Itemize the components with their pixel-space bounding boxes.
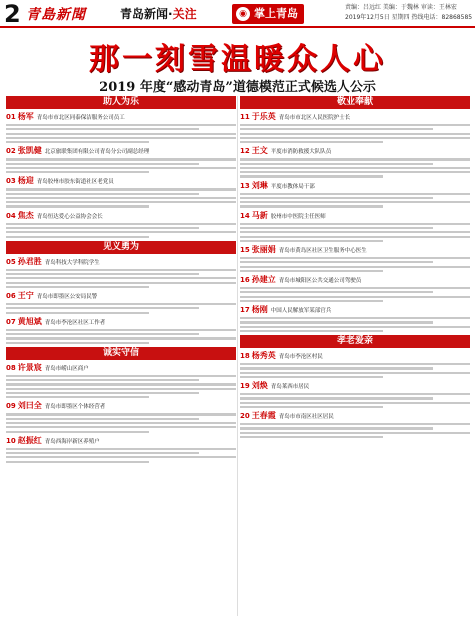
text-line bbox=[6, 383, 236, 385]
text-line bbox=[240, 193, 470, 195]
text-line bbox=[6, 269, 236, 271]
text-line bbox=[6, 282, 236, 284]
text-line bbox=[240, 432, 470, 434]
candidate-entry bbox=[6, 146, 236, 173]
candidate-entry bbox=[240, 146, 470, 177]
text-line bbox=[6, 312, 149, 314]
candidate-affiliation: 北京旅联集团有限公司青岛分公司副总经理 bbox=[44, 149, 150, 156]
candidate-name: 刘焕 bbox=[251, 381, 268, 391]
text-line bbox=[240, 141, 383, 143]
candidate-header bbox=[240, 146, 470, 157]
candidate-number: 19 bbox=[240, 382, 250, 391]
candidate-story-text bbox=[6, 124, 236, 143]
text-line bbox=[6, 413, 236, 415]
candidate-number: 15 bbox=[240, 245, 250, 254]
text-line bbox=[240, 163, 433, 165]
text-line bbox=[6, 188, 236, 190]
text-line bbox=[6, 167, 236, 169]
text-line bbox=[240, 124, 470, 126]
text-line bbox=[6, 193, 199, 195]
text-line bbox=[240, 128, 433, 130]
candidate-header bbox=[240, 381, 470, 392]
text-line bbox=[240, 317, 470, 319]
candidate-name: 孙君胜 bbox=[17, 256, 42, 266]
candidate-affiliation: 青岛莱西市居民 bbox=[270, 384, 310, 391]
candidate-entry bbox=[6, 291, 236, 314]
text-line bbox=[240, 436, 383, 438]
candidate-number: 03 bbox=[6, 177, 16, 186]
candidate-entry bbox=[6, 112, 236, 143]
candidate-affiliation: 青岛市崂山区商户 bbox=[44, 365, 89, 372]
candidate-entry bbox=[240, 411, 470, 438]
candidate-number: 08 bbox=[6, 363, 16, 372]
candidate-affiliation: 平度市教体局干部 bbox=[270, 183, 315, 190]
candidate-number: 17 bbox=[240, 306, 250, 315]
candidate-header bbox=[6, 436, 236, 447]
text-line bbox=[6, 286, 149, 288]
text-line bbox=[240, 296, 470, 298]
text-line bbox=[6, 392, 199, 394]
candidate-header bbox=[240, 181, 470, 192]
candidate-entry bbox=[6, 176, 236, 207]
candidate-affiliation: 青岛恒达爱心公益协会会长 bbox=[36, 213, 103, 220]
app-badge bbox=[232, 4, 304, 24]
candidate-header bbox=[6, 211, 236, 222]
candidate-header bbox=[240, 351, 470, 362]
candidate-header bbox=[6, 112, 236, 123]
text-line bbox=[6, 431, 149, 433]
candidate-number: 07 bbox=[6, 317, 16, 326]
editor-line: 责编：吕远红 美编：于魏林 审读：王林宏 bbox=[345, 4, 457, 11]
text-line bbox=[240, 363, 470, 365]
text-line bbox=[6, 396, 149, 398]
candidate-entry bbox=[6, 436, 236, 463]
candidate-number: 14 bbox=[240, 211, 250, 220]
candidate-header bbox=[240, 112, 470, 123]
candidate-entry bbox=[6, 401, 236, 432]
candidate-number: 18 bbox=[240, 352, 250, 361]
text-line bbox=[6, 388, 236, 390]
text-line bbox=[6, 163, 199, 165]
candidate-entry bbox=[240, 211, 470, 242]
candidate-header bbox=[240, 245, 470, 256]
section-band: 孝老爱亲 bbox=[240, 335, 470, 348]
text-line bbox=[6, 375, 236, 377]
text-line bbox=[240, 376, 383, 378]
paper-logo: 青島新聞 bbox=[26, 7, 86, 23]
candidate-header bbox=[240, 305, 470, 316]
candidate-story-text bbox=[240, 124, 470, 143]
candidate-story-text bbox=[240, 193, 470, 208]
candidate-number: 05 bbox=[6, 257, 16, 266]
candidate-name: 刘曰全 bbox=[17, 401, 42, 411]
text-line bbox=[6, 277, 236, 279]
text-line bbox=[240, 231, 470, 233]
text-line bbox=[240, 393, 470, 395]
text-line bbox=[6, 452, 199, 454]
text-line bbox=[6, 448, 236, 450]
candidate-affiliation: 青岛胶州市胶东街道社区老党员 bbox=[36, 179, 114, 186]
candidate-entry bbox=[6, 317, 236, 344]
candidate-number: 02 bbox=[6, 147, 16, 156]
text-line bbox=[6, 303, 236, 305]
candidate-story-text bbox=[240, 287, 470, 302]
section-band: 见义勇为 bbox=[6, 241, 236, 254]
masthead-credits bbox=[345, 3, 472, 23]
candidate-name: 张凯健 bbox=[17, 146, 42, 156]
candidate-number: 16 bbox=[240, 276, 250, 284]
candidate-name: 杨刚 bbox=[251, 305, 268, 315]
text-line bbox=[6, 137, 236, 139]
right-column bbox=[240, 96, 470, 441]
candidate-entry bbox=[6, 363, 236, 399]
candidate-header bbox=[6, 176, 236, 187]
candidate-story-text bbox=[6, 329, 236, 344]
text-line bbox=[240, 175, 383, 177]
candidate-story-text bbox=[6, 303, 236, 314]
candidate-entry bbox=[240, 351, 470, 378]
text-line bbox=[6, 227, 199, 229]
text-line bbox=[240, 330, 383, 332]
text-line bbox=[6, 141, 149, 143]
text-line bbox=[240, 300, 383, 302]
candidate-header bbox=[6, 363, 236, 374]
candidate-affiliation: 胶州市中医院主任医师 bbox=[270, 213, 326, 220]
section-title bbox=[120, 5, 197, 22]
candidate-number: 01 bbox=[6, 113, 16, 121]
candidate-story-text bbox=[240, 158, 470, 177]
candidate-name: 王文 bbox=[251, 146, 268, 156]
text-line bbox=[240, 402, 470, 404]
candidate-story-text bbox=[6, 158, 236, 173]
text-line bbox=[240, 423, 470, 425]
section-band: 敬业奉献 bbox=[240, 96, 470, 109]
text-line bbox=[240, 223, 470, 225]
text-line bbox=[6, 197, 236, 199]
candidate-story-text bbox=[6, 448, 236, 463]
candidate-affiliation: 青岛市市北区同泰保洁服务公司员工 bbox=[36, 115, 125, 121]
candidate-entry bbox=[240, 381, 470, 408]
candidate-affiliation: 青岛市李沧区社区工作者 bbox=[44, 319, 106, 326]
text-line bbox=[6, 171, 149, 173]
candidate-number: 10 bbox=[6, 436, 16, 445]
page-number: 2 bbox=[4, 0, 21, 28]
text-line bbox=[6, 158, 236, 160]
candidate-name: 马新 bbox=[251, 210, 268, 220]
candidate-affiliation: 中国人民解放军某部官兵 bbox=[270, 308, 332, 315]
candidate-entry bbox=[240, 305, 470, 332]
text-line bbox=[6, 124, 236, 126]
candidate-name: 孙建立 bbox=[251, 275, 276, 284]
candidate-story-text bbox=[240, 363, 470, 378]
text-line bbox=[240, 205, 383, 207]
candidate-story-text bbox=[240, 393, 470, 408]
text-line bbox=[240, 137, 470, 139]
candidate-affiliation: 平度市消防救援大队队员 bbox=[270, 149, 332, 156]
text-line bbox=[240, 326, 470, 328]
text-line bbox=[6, 426, 236, 428]
text-line bbox=[6, 418, 199, 420]
candidate-name: 刘琳 bbox=[251, 180, 268, 190]
candidate-name: 杨军 bbox=[17, 112, 34, 121]
text-line bbox=[6, 223, 236, 225]
text-line bbox=[240, 266, 470, 268]
text-line bbox=[6, 342, 149, 344]
candidate-story-text bbox=[6, 223, 236, 238]
text-line bbox=[6, 273, 199, 275]
text-line bbox=[240, 291, 433, 293]
candidate-affiliation: 青岛市市南区社区居民 bbox=[278, 414, 334, 421]
candidate-story-text bbox=[6, 375, 236, 399]
candidate-affiliation: 青岛市即墨区个体经营者 bbox=[44, 404, 106, 411]
text-line bbox=[240, 197, 433, 199]
candidate-number: 04 bbox=[6, 211, 16, 220]
text-line bbox=[240, 133, 470, 135]
text-line bbox=[240, 240, 383, 242]
candidate-affiliation: 青岛市即墨区公安局民警 bbox=[36, 294, 98, 300]
text-line bbox=[6, 133, 236, 135]
candidate-name: 杨迎 bbox=[17, 176, 34, 186]
date-line: 2019年12月5日 星期四 热线电话：82868585 bbox=[345, 14, 473, 21]
text-line bbox=[240, 257, 470, 259]
text-line bbox=[6, 422, 236, 424]
candidate-entry bbox=[240, 112, 470, 143]
text-line bbox=[6, 337, 236, 339]
candidate-header bbox=[6, 146, 236, 157]
candidate-header bbox=[240, 411, 470, 422]
candidate-number: 12 bbox=[240, 147, 250, 156]
text-line bbox=[240, 427, 433, 429]
candidate-entry bbox=[6, 211, 236, 238]
text-line bbox=[240, 321, 433, 323]
app-logo-icon: ◉ bbox=[236, 7, 250, 21]
text-line bbox=[6, 461, 149, 463]
text-line bbox=[6, 456, 236, 458]
app-name: 掌上青岛 bbox=[254, 7, 298, 20]
section-band: 助人为乐 bbox=[6, 96, 236, 109]
section-name: 关注 bbox=[172, 7, 197, 21]
candidate-header bbox=[240, 275, 470, 286]
text-line bbox=[6, 201, 236, 203]
text-line bbox=[240, 236, 470, 238]
candidate-entry bbox=[240, 245, 470, 272]
candidate-affiliation: 青岛市城阳区公共交通公司驾驶员 bbox=[278, 278, 362, 284]
text-line bbox=[240, 367, 433, 369]
candidate-header bbox=[6, 291, 236, 302]
candidate-affiliation: 青岛科技大学科院学生 bbox=[44, 259, 100, 266]
candidate-number: 11 bbox=[240, 113, 250, 121]
candidate-affiliation: 青岛市黄岛区社区卫生服务中心医生 bbox=[278, 247, 367, 254]
candidate-name: 黄旭斌 bbox=[17, 316, 42, 326]
masthead bbox=[0, 0, 475, 28]
text-line bbox=[6, 128, 199, 130]
text-line bbox=[240, 167, 470, 169]
text-line bbox=[6, 333, 199, 335]
candidate-entry bbox=[6, 257, 236, 288]
candidate-story-text bbox=[240, 317, 470, 332]
column-divider bbox=[237, 96, 238, 616]
candidate-name: 焦杰 bbox=[17, 210, 34, 220]
text-line bbox=[6, 205, 149, 207]
text-line bbox=[240, 227, 433, 229]
candidate-number: 20 bbox=[240, 412, 250, 421]
candidate-header bbox=[6, 257, 236, 268]
candidate-story-text bbox=[6, 269, 236, 288]
candidate-number: 13 bbox=[240, 181, 250, 190]
candidate-number: 06 bbox=[6, 292, 16, 300]
candidate-header bbox=[240, 211, 470, 222]
candidate-name: 杨秀英 bbox=[251, 351, 276, 361]
text-line bbox=[6, 379, 199, 381]
text-line bbox=[240, 158, 470, 160]
candidate-affiliation: 青岛市市北区人民医院护士长 bbox=[278, 115, 351, 121]
text-line bbox=[6, 307, 199, 309]
text-line bbox=[6, 236, 149, 238]
candidate-header bbox=[6, 401, 236, 412]
candidate-story-text bbox=[6, 188, 236, 207]
candidate-name: 王春霞 bbox=[251, 411, 276, 421]
candidate-story-text bbox=[240, 257, 470, 272]
text-line bbox=[240, 201, 470, 203]
candidate-story-text bbox=[240, 423, 470, 438]
candidate-affiliation: 青岛市李沧区村民 bbox=[278, 354, 323, 361]
text-line bbox=[240, 287, 470, 289]
candidate-name: 赵振红 bbox=[17, 435, 42, 445]
text-line bbox=[6, 329, 236, 331]
candidate-entry bbox=[240, 275, 470, 302]
candidate-name: 许景宸 bbox=[17, 362, 42, 372]
text-line bbox=[240, 406, 383, 408]
left-column bbox=[6, 96, 236, 466]
text-line bbox=[240, 397, 433, 399]
candidate-affiliation: 青岛西海岸新区养殖户 bbox=[44, 438, 100, 445]
subheadline: 2019 年度“感动青岛”道德模范正式候选人公示 bbox=[99, 80, 376, 95]
candidate-entry bbox=[240, 181, 470, 208]
candidate-name: 张丽娟 bbox=[251, 244, 276, 254]
text-line bbox=[240, 171, 470, 173]
text-line bbox=[6, 231, 236, 233]
candidate-story-text bbox=[6, 413, 236, 432]
candidate-name: 王宁 bbox=[17, 291, 34, 300]
candidate-number: 09 bbox=[6, 402, 16, 411]
headline: 那一刻雪温暖众人心 bbox=[89, 42, 386, 77]
candidate-name: 于乐英 bbox=[251, 112, 276, 121]
candidate-story-text bbox=[240, 223, 470, 242]
text-line bbox=[240, 372, 470, 374]
candidate-header bbox=[6, 317, 236, 328]
text-line bbox=[240, 261, 433, 263]
section-prefix: 青岛新闻· bbox=[120, 7, 173, 21]
section-band: 诚实守信 bbox=[6, 347, 236, 360]
text-line bbox=[240, 270, 383, 272]
